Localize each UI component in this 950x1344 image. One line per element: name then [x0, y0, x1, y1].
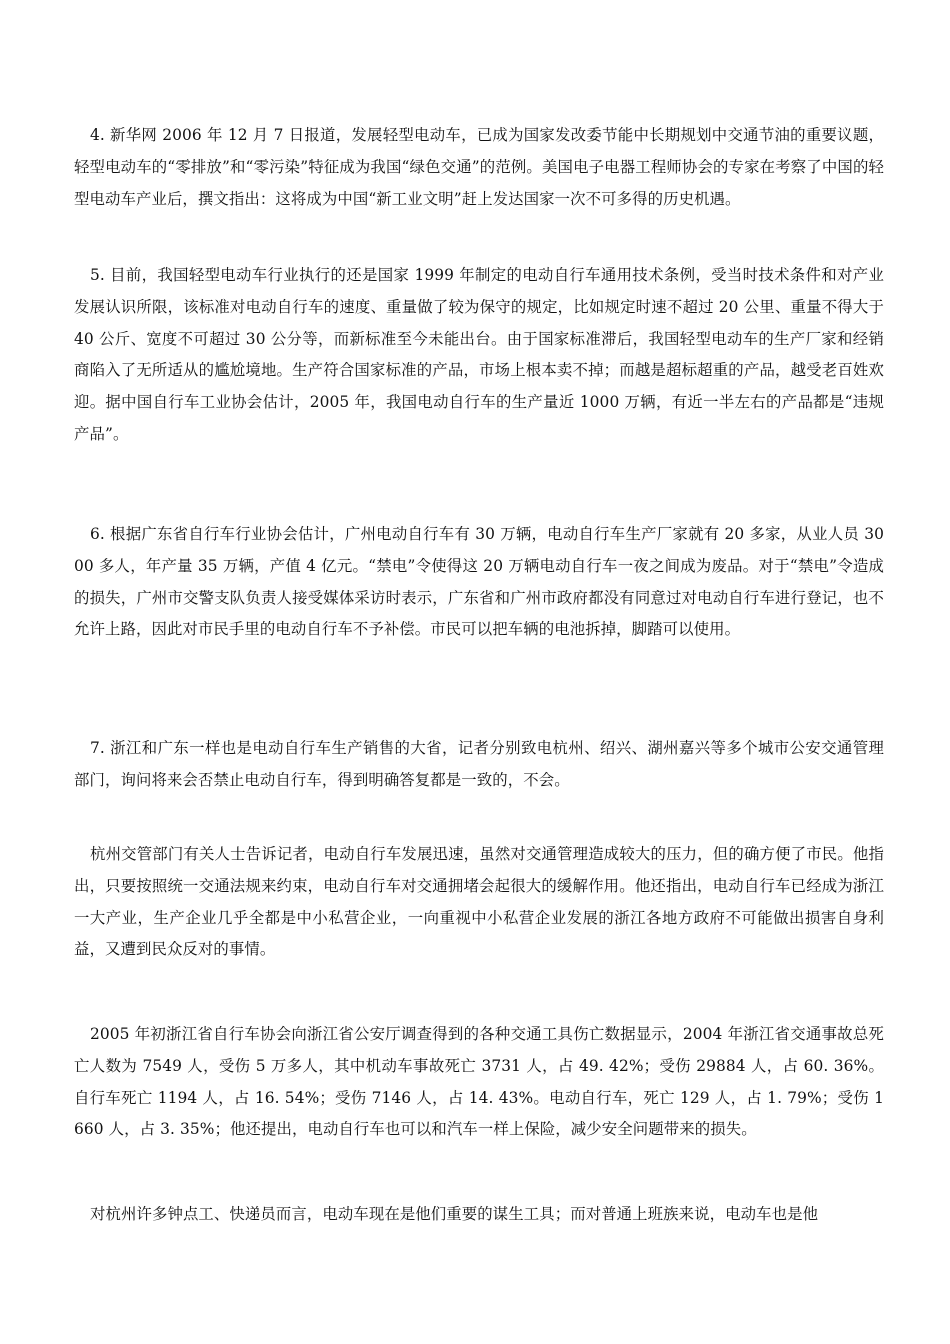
paragraph-casualty-statistics: 2005 年初浙江省自行车协会向浙江省公安厅调查得到的各种交通工具伤亡数据显示，2004 年浙江省交通事故总死亡人数为 7549 人，受伤 5 万多人，其中机动车事故死亡 3731 人，占 49. 42%；受伤 29884 人，占 60. 36%。自行车死亡 1194 人，占 16. 54%；受伤 7146 人，占 14. 43%。电动自行车，死亡 129 人，占 1. 79%；受伤 1660 人，占 3. 35%；他还提出，电动自行车也可以和汽车一样上保险，减少安全问题带来的损失。 — [74, 1025, 884, 1139]
paragraph-hangzhou-workers: 对杭州许多钟点工、快递员而言，电动车现在是他们重要的谋生工具；而对普通上班族来说，电动车也是他 — [90, 1205, 819, 1223]
paragraph-5-national-standard: 5. 目前，我国轻型电动车行业执行的还是国家 1999 年制定的电动自行车通用技术条例，受当时技术条件和对产业发展认识所限，该标准对电动自行车的速度、重量做了较为保守的规定，比如规定时速不超过 20 公里、重量不得大于 40 公斤、宽度不可超过 30 公分等，而新标准至今未能出台。由于国家标准滞后，我国轻型电动车的生产厂家和经销商陷入了无所适从的尴尬境地。生产符合国家标准的产品，市场上根本卖不掉；而越是超标超重的产品，越受老百姓欢迎。据中国自行车工业协会估计，2005 年，我国电动自行车的生产量近 1000 万辆，有近一半左右的产品都是“违规产品”。 — [74, 266, 884, 443]
paragraph-6-guangdong-ban: 6. 根据广东省自行车行业协会估计，广州电动自行车有 30 万辆，电动自行车生产厂家就有 20 多家，从业人员 3000 多人，年产量 35 万辆，产值 4 亿元。“禁电”令使得这 20 万辆电动自行车一夜之间成为废品。对于“禁电”令造成的损失，广州市交警支队负责人接受媒体采访时表示，广东省和广州市政府都没有同意过对电动自行车进行登记，也不允许上路，因此对市民手里的电动自行车不予补偿。市民可以把车辆的电池拆掉，脚踏可以使用。 — [74, 525, 884, 639]
paragraph-hangzhou-traffic: 杭州交管部门有关人士告诉记者，电动自行车发展迅速，虽然对交通管理造成较大的压力，但的确方便了市民。他指出，只要按照统一交通法规来约束，电动自行车对交通拥堵会起很大的缓解作用。他还指出，电动自行车已经成为浙江一大产业，生产企业几乎全都是中小私营企业，一向重视中小私营企业发展的浙江各地方政府不可能做出损害自身利益，又遭到民众反对的事情。 — [74, 845, 884, 959]
paragraph-7-zhejiang: 7. 浙江和广东一样也是电动自行车生产销售的大省，记者分别致电杭州、绍兴、湖州嘉兴等多个城市公安交通管理部门，询问将来会否禁止电动自行车，得到明确答复都是一致的，不会。 — [74, 739, 884, 789]
paragraph-4-lightweight-ev-policy: 4. 新华网 2006 年 12 月 7 日报道，发展轻型电动车，已成为国家发改委节能中长期规划中交通节油的重要议题，轻型电动车的“零排放”和“零污染”特征成为我国“绿色交通”的范例。美国电子电器工程师协会的专家在考察了中国的轻型电动车产业后，撰文指出：这将成为中国“新工业文明”赶上发达国家一次不可多得的历史机遇。 — [74, 126, 884, 208]
